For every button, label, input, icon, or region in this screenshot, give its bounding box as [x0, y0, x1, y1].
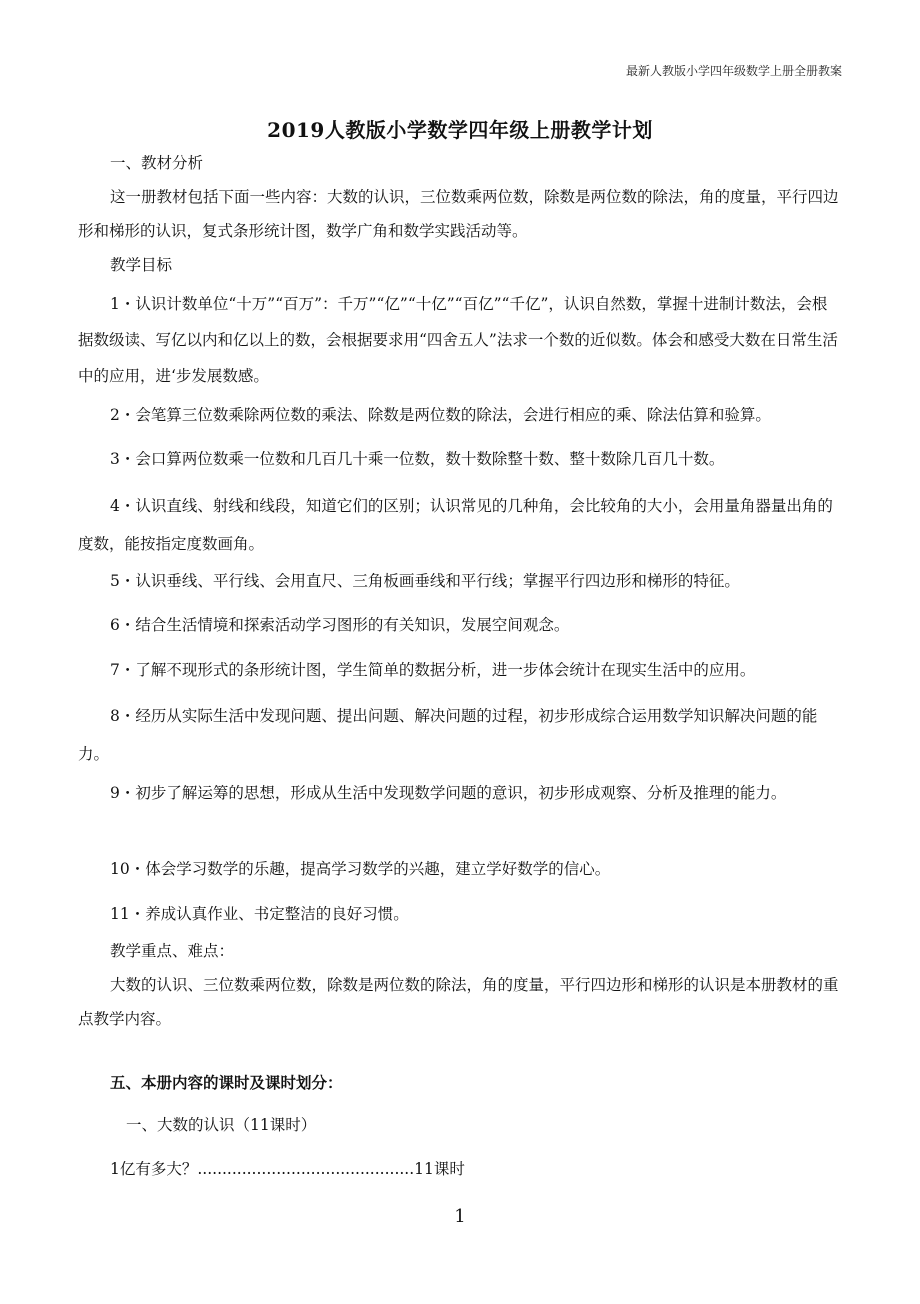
- goal-item-5: 5・认识垂线、平行线、会用直尺、三角板画垂线和平行线；掌握平行四边形和梯形的特征。: [110, 572, 740, 590]
- materials-intro: 这一册教材包括下面一些内容：大数的认识，三位数乘两位数，除数是两位数的除法，角的度量，平行四边形和梯形的认识，复式条形统计图，数学广角和数学实践活动等。: [78, 188, 839, 240]
- goal-item-9: 9・初步了解运筹的思想，形成从生活中发现数学问题的意识，初步形成观察、分析及推理的能力。: [110, 784, 787, 802]
- goal-item-11: 11・养成认真作业、书定整洁的良好习惯。: [110, 905, 409, 923]
- goal-item-2: 2・会笔算三位数乘除两位数的乘法、除数是两位数的除法，会进行相应的乘、除法估算和验算。: [110, 406, 771, 424]
- goal-item-6: 6・结合生活情境和探索活动学习图形的有关知识，发展空间观念。: [110, 616, 570, 634]
- goal-item-3: 3・会口算两位数乘一位数和几百几十乘一位数，数十数除整十数、整十数除几百几十数。: [110, 450, 725, 468]
- goal-item-4: 4・认识直线、射线和线段，知道它们的区别；认识常见的几种角，会比较角的大小，会用量角器量出角的度数，能按指定度数画角。: [78, 497, 833, 553]
- unit-1-heading: 一、大数的认识（11课时）: [126, 1116, 317, 1134]
- key-points-text: 大数的认识、三位数乘两位数，除数是两位数的除法，角的度量，平行四边形和梯形的认识是本册教材的重点教学内容。: [78, 976, 839, 1028]
- page-number: 1: [454, 1206, 466, 1227]
- goal-item-1: 1・认识计数单位“十万”“百万”：千万”“亿”“十亿”“百亿”“千亿”，认识自然数，掌握十进制计数法，会根据数级读、写亿以内和亿以上的数，会根据要求用“四舍五人”法求一个数的近似数。体会和感受大数在日常生活中的应用，进‘步发展数感。: [78, 295, 838, 385]
- toc-line-1: 1亿有多大？............................................11课时: [110, 1160, 465, 1178]
- page-title: 2019人教版小学数学四年级上册教学计划: [267, 118, 653, 142]
- goals-heading: 教学目标: [110, 256, 173, 274]
- goal-item-7: 7・了解不现形式的条形统计图，学生简单的数据分析，进一步体会统计在现实生活中的应用。: [110, 661, 756, 679]
- running-header: 最新人教版小学四年级数学上册全册教案: [625, 64, 842, 78]
- section-heading-materials: 一、教材分析: [110, 154, 204, 172]
- goal-item-10: 10・体会学习数学的乐趣，提高学习数学的兴趣，建立学好数学的信心。: [110, 860, 611, 878]
- section-heading-schedule: 五、本册内容的课时及课时划分：: [110, 1073, 343, 1092]
- key-points-heading: 教学重点、难点：: [110, 942, 235, 960]
- goal-item-8: 8・经历从实际生活中发现问题、提出问题、解决问题的过程，初步形成综合运用数学知识解决问题的能力。: [78, 707, 818, 763]
